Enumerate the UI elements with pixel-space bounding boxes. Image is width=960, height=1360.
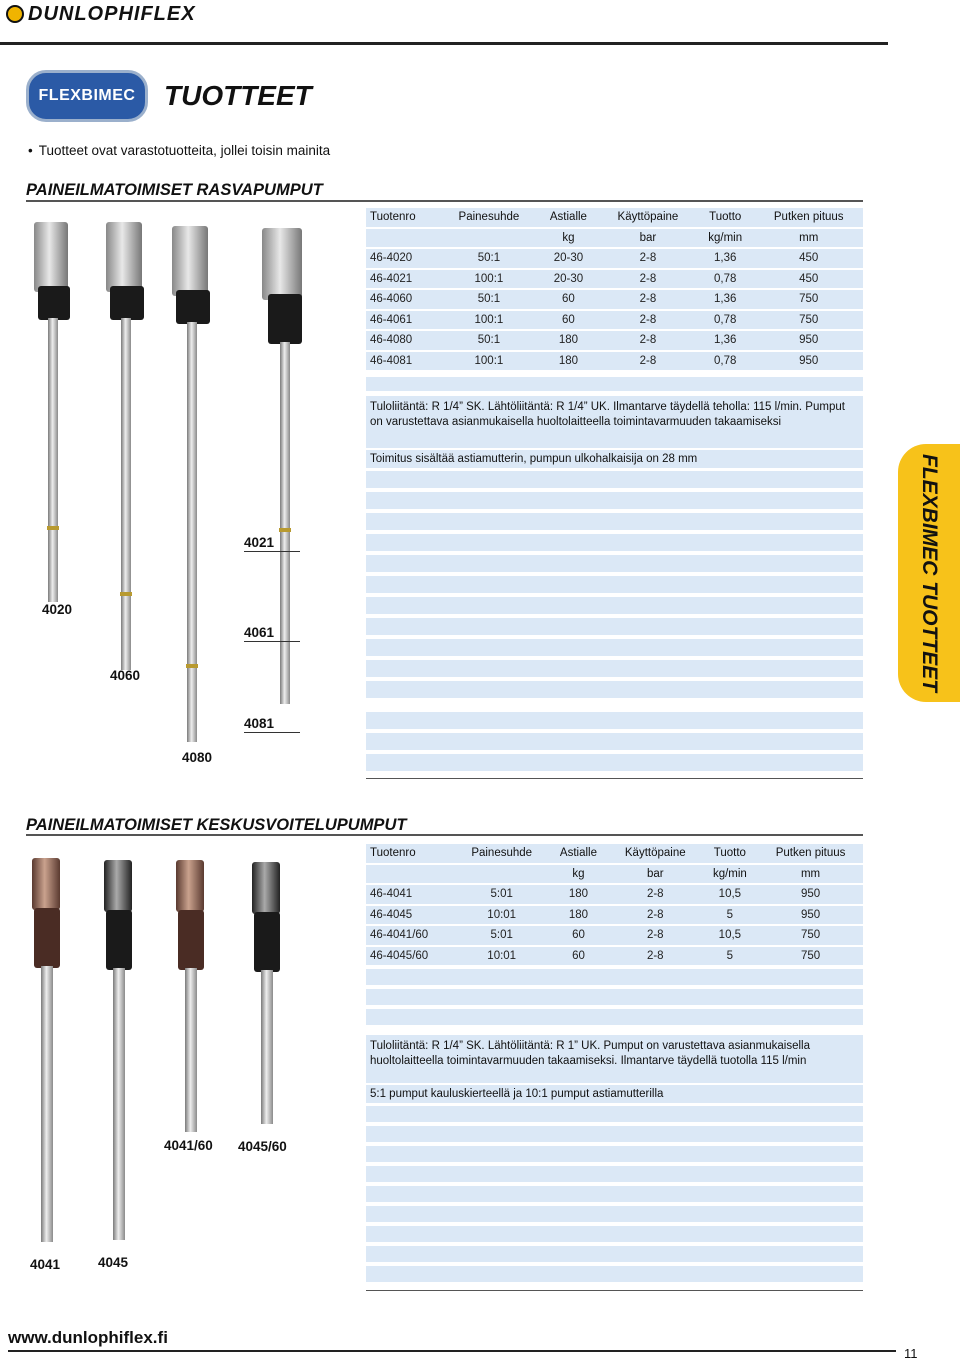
pump-label-4041-60: 4041/60 xyxy=(164,1138,213,1153)
pump-tube xyxy=(261,970,273,1124)
table-row xyxy=(366,947,863,966)
table-cell: 2-8 xyxy=(609,906,702,925)
blank-band xyxy=(366,513,863,530)
pump-base xyxy=(178,910,204,970)
col-header: Tuotto xyxy=(696,208,755,227)
table-row xyxy=(366,270,863,289)
table-cell: 750 xyxy=(754,311,863,330)
unit-cell: bar xyxy=(609,865,702,884)
table-cell: 50:1 xyxy=(441,290,537,309)
table-cell: 60 xyxy=(537,290,600,309)
blank-band xyxy=(366,989,863,1005)
pump-label-4060: 4060 xyxy=(110,668,141,683)
table-cell: 46-4021 xyxy=(366,270,441,289)
section1-note2: Toimitus sisältää astiamutterin, pumpun ulkohalkaisija on 28 mm xyxy=(366,450,863,468)
unit-cell: kg/min xyxy=(696,229,755,248)
table-row xyxy=(366,249,863,268)
table-cell: 0,78 xyxy=(696,270,755,289)
col-header: Astialle xyxy=(537,208,600,227)
col-header: Putken pituus xyxy=(754,208,863,227)
blank-band xyxy=(366,1226,863,1242)
table-cell: 46-4041/60 xyxy=(366,926,455,945)
pump-4020 xyxy=(34,222,74,602)
section1-end-rule xyxy=(366,778,863,779)
blank-band xyxy=(366,639,863,656)
table-cell: 46-4060 xyxy=(366,290,441,309)
unit-cell xyxy=(441,229,537,248)
table-cell: 2-8 xyxy=(609,926,702,945)
blank-band xyxy=(366,1186,863,1202)
table-cell: 46-4041 xyxy=(366,885,455,904)
pump-4045-60 xyxy=(252,862,282,1124)
blank-band xyxy=(366,597,863,614)
table-cell: 750 xyxy=(758,947,863,966)
blank-band xyxy=(366,1146,863,1162)
table-cell: 50:1 xyxy=(441,249,537,268)
pump-label-4020: 4020 xyxy=(42,602,73,617)
label-leader-line xyxy=(244,551,300,552)
page-title: TUOTTEET xyxy=(164,80,312,111)
pump-base xyxy=(110,286,144,320)
table-cell: 2-8 xyxy=(600,331,696,350)
table-cell: 100:1 xyxy=(441,311,537,330)
table-cell: 0,78 xyxy=(696,311,755,330)
table-cell: 46-4061 xyxy=(366,311,441,330)
label-leader-line xyxy=(244,641,300,642)
table-header-row xyxy=(366,208,863,227)
section1-note1: Tuloliitäntä: R 1/4” SK. Lähtöliitäntä: R 1/4” UK. Ilmantarve täydellä teholla: 115 l/min. Pumput on varustettava asianmukaisella huoltolaitteella toimintavarmuuden takaamiseksi xyxy=(366,396,863,448)
pump-base xyxy=(106,910,132,970)
table-cell: 60 xyxy=(548,926,609,945)
table-cell: 750 xyxy=(758,926,863,945)
table-cell: 10:01 xyxy=(455,906,548,925)
blank-band xyxy=(366,712,863,729)
table-cell: 2-8 xyxy=(609,947,702,966)
pump-label-4041: 4041 xyxy=(30,1257,61,1272)
pump-label-4081: 4081 xyxy=(244,716,275,731)
pump-motor-head xyxy=(172,226,208,296)
flexbimec-logo-text: FLEXBIMEC xyxy=(38,87,136,104)
section2-title: PAINEILMATOIMISET KESKUSVOITELUPUMPUT xyxy=(26,816,407,834)
table-units-row xyxy=(366,229,863,248)
pump-label-4045: 4045 xyxy=(98,1255,129,1270)
pump-tube xyxy=(280,342,290,704)
col-header: Käyttöpaine xyxy=(600,208,696,227)
table-cell: 180 xyxy=(537,352,600,371)
table-cell: 2-8 xyxy=(609,885,702,904)
section1-title: PAINEILMATOIMISET RASVAPUMPUT xyxy=(26,181,323,199)
unit-cell: bar xyxy=(600,229,696,248)
pump-motor-head xyxy=(104,860,132,912)
flexbimec-logo xyxy=(26,70,148,122)
table-units-row xyxy=(366,865,863,884)
table-row xyxy=(366,926,863,945)
table-cell: 10:01 xyxy=(455,947,548,966)
table-cell: 180 xyxy=(537,331,600,350)
blank-band xyxy=(366,618,863,635)
pump-base xyxy=(254,912,280,972)
side-tab-text: FLEXBIMEC TUOTTEET xyxy=(918,454,941,692)
table-cell: 180 xyxy=(548,906,609,925)
pump-ring xyxy=(47,526,59,530)
pump-label-4045-60: 4045/60 xyxy=(238,1139,287,1154)
section2-note1: Tuloliitäntä: R 1/4” SK. Lähtöliitäntä: R 1” UK. Pumput on varustettava asianmukaisella huoltolaitteella toimintavarmuuden takaamiseksi. Ilmantarve täydellä tuotolla 115 l/min xyxy=(366,1035,863,1083)
table-cell: 5 xyxy=(702,947,759,966)
label-leader-line xyxy=(244,732,300,733)
table-cell: 20-30 xyxy=(537,270,600,289)
blank-band xyxy=(366,1126,863,1142)
blank-band xyxy=(366,660,863,677)
col-header: Tuotenro xyxy=(366,208,441,227)
blank-band xyxy=(366,492,863,509)
top-rule xyxy=(0,42,888,45)
table-cell: 450 xyxy=(754,270,863,289)
section1-rule xyxy=(26,200,863,202)
pump-base xyxy=(268,294,302,344)
pump-4060 xyxy=(106,222,146,670)
blank-band xyxy=(366,754,863,771)
table-row xyxy=(366,311,863,330)
table-cell: 46-4020 xyxy=(366,249,441,268)
table-cell: 50:1 xyxy=(441,331,537,350)
table-row xyxy=(366,885,863,904)
blank-band xyxy=(366,576,863,593)
pump-motor-head xyxy=(252,862,280,914)
unit-cell xyxy=(455,865,548,884)
pump-motor-head xyxy=(34,222,68,292)
table-cell: 60 xyxy=(537,311,600,330)
table-cell: 2-8 xyxy=(600,270,696,289)
section2-table xyxy=(366,842,863,967)
table-cell: 950 xyxy=(754,331,863,350)
col-header: Astialle xyxy=(548,844,609,863)
table-cell: 1,36 xyxy=(696,249,755,268)
section2-rule xyxy=(26,834,863,836)
pump-ring xyxy=(120,592,132,596)
table-cell: 750 xyxy=(754,290,863,309)
table-cell: 950 xyxy=(758,906,863,925)
col-header: Painesuhde xyxy=(455,844,548,863)
col-header: Tuotto xyxy=(702,844,759,863)
bottom-rule xyxy=(8,1350,896,1352)
table-cell: 950 xyxy=(754,352,863,371)
blank-band xyxy=(366,377,863,391)
unit-cell xyxy=(366,865,455,884)
blank-band xyxy=(366,1009,863,1025)
table-cell: 100:1 xyxy=(441,352,537,371)
pump-4041-60 xyxy=(176,860,206,1132)
col-header: Tuotenro xyxy=(366,844,455,863)
col-header: Käyttöpaine xyxy=(609,844,702,863)
blank-band xyxy=(366,555,863,572)
pump-tube xyxy=(48,318,58,602)
table-row xyxy=(366,352,863,371)
dunlophiflex-logo xyxy=(6,3,196,25)
blank-band xyxy=(366,534,863,551)
table-row xyxy=(366,290,863,309)
table-cell: 5:01 xyxy=(455,926,548,945)
blank-band xyxy=(366,733,863,750)
unit-cell xyxy=(366,229,441,248)
dunlop-wing-icon xyxy=(6,5,24,23)
pump-4045 xyxy=(104,860,134,1240)
unit-cell: mm xyxy=(754,229,863,248)
table-cell: 10,5 xyxy=(702,926,759,945)
pump-4080 xyxy=(172,226,212,742)
pump-tube xyxy=(41,966,53,1242)
pump-base xyxy=(176,290,210,324)
table-cell: 2-8 xyxy=(600,249,696,268)
unit-cell: kg xyxy=(537,229,600,248)
footer-website: www.dunlophiflex.fi xyxy=(8,1328,168,1347)
pump-ring xyxy=(279,528,291,532)
table-cell: 5:01 xyxy=(455,885,548,904)
table-cell: 20-30 xyxy=(537,249,600,268)
table-cell: 46-4080 xyxy=(366,331,441,350)
table-cell: 0,78 xyxy=(696,352,755,371)
table-cell: 2-8 xyxy=(600,352,696,371)
pump-tube xyxy=(113,968,125,1240)
bullet-note: • Tuotteet ovat varastotuotteita, jollei toisin mainita xyxy=(28,143,330,158)
side-tab xyxy=(898,444,960,702)
page-number: 11 xyxy=(904,1346,918,1360)
table-cell: 180 xyxy=(548,885,609,904)
table-row xyxy=(366,906,863,925)
pump-base xyxy=(34,908,60,968)
pump-motor-head xyxy=(106,222,142,292)
table-cell: 2-8 xyxy=(600,290,696,309)
blank-band xyxy=(366,1246,863,1262)
pump-base xyxy=(38,286,70,320)
blank-band xyxy=(366,1266,863,1282)
table-cell: 450 xyxy=(754,249,863,268)
section2-end-rule xyxy=(366,1290,863,1291)
table-cell: 2-8 xyxy=(600,311,696,330)
table-cell: 46-4045 xyxy=(366,906,455,925)
pump-tube xyxy=(185,968,197,1132)
table-cell: 46-4081 xyxy=(366,352,441,371)
unit-cell: kg xyxy=(548,865,609,884)
pump-label-4061: 4061 xyxy=(244,625,275,640)
blank-band xyxy=(366,969,863,985)
table-cell: 10,5 xyxy=(702,885,759,904)
blank-band xyxy=(366,1166,863,1182)
table-cell: 1,36 xyxy=(696,331,755,350)
table-row xyxy=(366,331,863,350)
table-cell: 5 xyxy=(702,906,759,925)
pump-label-4021: 4021 xyxy=(244,535,275,550)
col-header: Putken pituus xyxy=(758,844,863,863)
table-header-row xyxy=(366,844,863,863)
table-cell: 1,36 xyxy=(696,290,755,309)
col-header: Painesuhde xyxy=(441,208,537,227)
table-cell: 100:1 xyxy=(441,270,537,289)
pump-tube xyxy=(121,318,131,670)
pump-motor-head xyxy=(262,228,302,300)
section1-table xyxy=(366,206,863,372)
brand-name: DUNLOPHIFLEX xyxy=(28,2,196,25)
unit-cell: mm xyxy=(758,865,863,884)
section2-note2: 5:1 pumput kauluskierteellä ja 10:1 pumput astiamutterilla xyxy=(366,1085,863,1103)
pump-motor-head xyxy=(176,860,204,912)
blank-band xyxy=(366,681,863,698)
blank-band xyxy=(366,1106,863,1122)
pump-label-4080: 4080 xyxy=(182,750,213,765)
pump-motor-head xyxy=(32,858,60,910)
blank-band xyxy=(366,1206,863,1222)
pump-4041 xyxy=(32,858,62,1242)
blank-band xyxy=(366,471,863,488)
pump-ring xyxy=(186,664,198,668)
pump-tube xyxy=(187,322,197,742)
table-cell: 950 xyxy=(758,885,863,904)
table-cell: 46-4045/60 xyxy=(366,947,455,966)
table-cell: 60 xyxy=(548,947,609,966)
unit-cell: kg/min xyxy=(702,865,759,884)
